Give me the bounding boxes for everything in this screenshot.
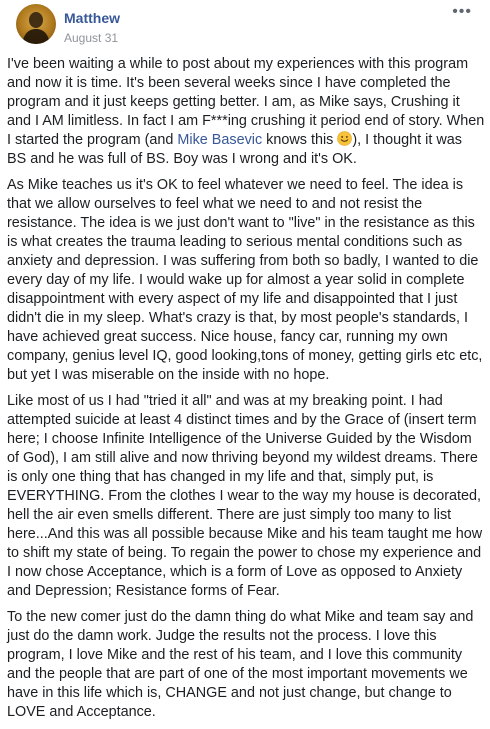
paragraph-1-text-a: I've been waiting a while to post about my experiences with this program and now it is time. It's been several weeks since I have completed the program and it just keeps getting better. I am, as Mike says, Crushing it and I AM limitless. In fact I am F***ing crushing it period end of story. When I started the program (and bbox=[7, 56, 485, 148]
avatar-silhouette-icon bbox=[16, 4, 56, 44]
post-paragraph-4: To the new comer just do the damn thing do what Mike and team say and just do the damn work. Judge the results not the process. I love this program, I love Mike and the rest of his team, and I love this community and the people that are part of one of the most important movements we have in this life which is, CHANGE and not just change, but change to LOVE and Acceptance. bbox=[7, 609, 474, 720]
post-paragraph-2: As Mike teaches us it's OK to feel whatever we need to feel. The idea is that we allow ourselves to feel what we need to and not resist the resistance. The idea is we just don't want to "live" in the resistance as this is what creates the trauma leading to serious mental conditions such as anxiety and depression. I was suffering from both so badly, I wanted to die every day of my life. I would wake up for almost a year solid in complete disappointment with every aspect of my life and disappointed that I just didn't die in my sleep. What's crazy is that, by most people's standards, I have achieved great success. Nice house, fancy car, running my own company, genius level IQ, good looking,tons of money, getting girls etc etc, but yet I was miserable on the inside with no hope. bbox=[7, 177, 483, 383]
post-timestamp[interactable]: August 31 bbox=[64, 31, 119, 45]
paragraph-1-text-b: knows this bbox=[262, 132, 338, 148]
author-avatar[interactable] bbox=[16, 4, 56, 44]
paragraph-1-text-c: ), I thought it was BS and he was full of BS. Boy was I wrong and it's OK. bbox=[7, 132, 462, 167]
mention-link[interactable]: Mike Basevic bbox=[177, 132, 263, 148]
ellipsis-icon[interactable]: ••• bbox=[452, 3, 472, 20]
author-name-link[interactable]: Matthew bbox=[64, 10, 120, 26]
smiling-face-emoji-icon bbox=[337, 131, 352, 146]
post-paragraph-1 bbox=[7, 55, 485, 169]
post-header bbox=[8, 0, 482, 50]
post-body bbox=[7, 55, 485, 729]
post-paragraph-3: Like most of us I had "tried it all" and was at my breaking point. I had attempted suicide at least 4 distinct times and by the Grace of (insert term here; I choose Infinite Intelligence of the Universe Guided by the Wisdom of God), I am still alive and now thriving beyond my wildest dreams. There is only one thing that has changed in my life and that, simply put, is EVERYTHING. From the clothes I wear to the way my house is decorated, hell the air even smells different. There are just simply too many to list here...And this was all possible because Mike and his team taught me how to shift my state of being. To regain the power to chose my experience and I now chose Acceptance, which is a form of Love as opposed to Anxiety and Depression; Resistance forms of Fear. bbox=[7, 393, 483, 599]
